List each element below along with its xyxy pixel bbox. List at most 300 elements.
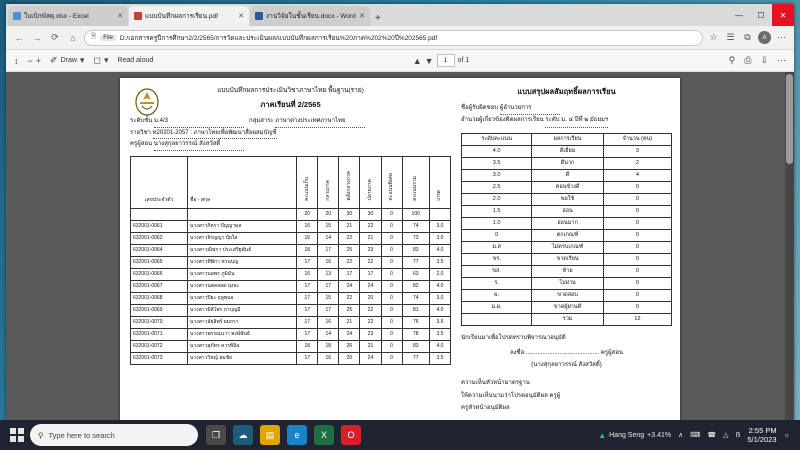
clock-date: 5/1/2023 (747, 435, 777, 444)
read-aloud-button[interactable]: Read aloud (117, 57, 154, 64)
th-c5 (381, 156, 402, 208)
cell-c4: 22 (360, 256, 381, 268)
stock-ticker[interactable] (598, 431, 671, 440)
cell-c1: 17 (297, 292, 318, 304)
meta-label-2: กลุ่มสาระ (249, 118, 274, 124)
th-label: คะแนนรวม (412, 175, 419, 201)
table-row (131, 280, 451, 292)
close-icon[interactable]: ✕ (117, 13, 123, 20)
grades-table (130, 156, 451, 365)
cell-grade: 3.0 (429, 232, 450, 244)
taskbar-apps (206, 425, 361, 445)
tab-strip (6, 4, 794, 26)
cell-count: 0 (603, 217, 671, 229)
cell-c4: 23 (360, 328, 381, 340)
windows-logo-icon (10, 428, 24, 442)
th-grade (429, 156, 450, 208)
cell-total: 73 (402, 232, 429, 244)
cell-student-id: 632001-0071 (131, 328, 188, 340)
pen-icon[interactable]: ✐ (50, 55, 58, 65)
cell-grade: 4.0 (429, 340, 450, 352)
cell-student-id: 632001-0066 (131, 268, 188, 280)
note-5: ครูหัวหน้าอนุมัติผล (461, 405, 510, 412)
th-label: ปลายภาค (366, 179, 373, 201)
cell-total: 74 (402, 292, 429, 304)
note-1: ลงชื่อ ............................................ ครูผู้สอน (509, 350, 624, 357)
cell-count: 0 (603, 241, 671, 253)
task-view-icon[interactable]: ❐ (206, 425, 226, 445)
weather-icon[interactable]: ☁ (233, 425, 253, 445)
cell-score (462, 313, 532, 325)
cell-student-id: 632001-0064 (131, 244, 188, 256)
cell-meaning: ไม่ครบเกณฑ์ (532, 241, 604, 253)
grades-header-row (131, 156, 451, 208)
printer-icon[interactable]: ⎙ (744, 55, 752, 65)
cell-c4: 21 (360, 340, 381, 352)
summary-table (461, 133, 672, 326)
browser-toolbar (6, 26, 794, 50)
max-c2: 20 (318, 208, 339, 220)
meta-row-subject (130, 128, 451, 140)
cell-name: นางสาวนสดลลด บุ่งจะ (188, 280, 297, 292)
cell-c4: 23 (360, 244, 381, 256)
cell-meaning: ค่อนข้างดี (532, 181, 604, 193)
cell-grade: 3.5 (429, 256, 450, 268)
note-2: (นางสุกุลยาวรรณ์ สังสวัสดิ์) (531, 361, 602, 368)
summary-row (462, 217, 672, 229)
clock-time: 2:55 PM (748, 425, 777, 435)
cell-student-id: 632001-0072 (131, 340, 188, 352)
new-tab-button[interactable]: + (375, 13, 381, 24)
file-icon: 🗎 (91, 33, 97, 40)
cell-student-id: 632001-0061 (131, 220, 188, 232)
summary-row (462, 241, 672, 253)
page-input[interactable]: 1 (437, 54, 455, 67)
th-name (188, 156, 297, 208)
folder-icon[interactable]: ▤ (260, 425, 280, 445)
summary-panel (455, 78, 680, 420)
cell-c4: 22 (360, 304, 381, 316)
tab-pdf[interactable] (129, 6, 249, 26)
max-c4: 30 (360, 208, 381, 220)
max-c3: 30 (339, 208, 360, 220)
meta-row-teacher (130, 139, 451, 151)
cell-c1: 16 (297, 232, 318, 244)
cell-name: นางสาวนลพร ภูมิมั่น (188, 268, 297, 280)
search-placeholder: Type here to search (48, 430, 115, 440)
th-count: จำนวน (คน) (603, 133, 671, 145)
cell-meaning: ดี (532, 169, 604, 181)
zoom-out-icon[interactable]: − (27, 55, 33, 66)
minimize-button[interactable]: — (735, 10, 743, 20)
max-grade (429, 208, 450, 220)
cell-grade: 4.0 (429, 280, 450, 292)
network-icon[interactable]: △ (723, 432, 729, 439)
table-row (131, 316, 451, 328)
maximize-button[interactable]: ☐ (757, 10, 765, 20)
cell-name: นางสาวมิลิไพร ภาบุญมี (188, 304, 297, 316)
cell-student-id: 632001-0067 (131, 280, 188, 292)
note-3: ความเห็นหัวหน้ามาตรฐาน (461, 380, 530, 387)
start-button[interactable] (4, 428, 30, 442)
cell-total: 77 (402, 256, 429, 268)
cell-total: 78 (402, 328, 429, 340)
meta-value: ม.4/3 (154, 116, 244, 128)
cell-meaning: ตกเกณฑ์ (532, 229, 604, 241)
cell-score: ม.ผ. (462, 301, 532, 313)
max-c5: 0 (381, 208, 402, 220)
cell-c3: 20 (339, 352, 360, 364)
cell-score: ขส. (462, 265, 532, 277)
chevron-down-icon[interactable]: ▾ (79, 55, 85, 65)
cell-c1: 17 (297, 316, 318, 328)
cell-grade: 3.5 (429, 316, 450, 328)
edge-icon[interactable]: e (287, 425, 307, 445)
cell-score: 2.0 (462, 193, 532, 205)
cell-score: 1.0 (462, 217, 532, 229)
excel-icon (13, 12, 21, 20)
summary-row (462, 169, 672, 181)
summary-table-body (462, 145, 672, 325)
cell-count: 0 (603, 253, 671, 265)
cell-c5: 0 (381, 244, 402, 256)
th-total (402, 156, 429, 208)
page-down-icon[interactable]: ▼ (424, 55, 434, 66)
meta-label-3: รายวิชา (130, 129, 151, 136)
cell-c2: 18 (318, 340, 339, 352)
cell-c3: 26 (339, 340, 360, 352)
cell-c4: 20 (360, 292, 381, 304)
address-bar[interactable] (84, 30, 703, 46)
opera-icon[interactable]: O (341, 425, 361, 445)
cell-c4: 22 (360, 220, 381, 232)
pdf-viewer[interactable] (6, 72, 794, 420)
fit-page-icon[interactable]: ↕ (14, 55, 19, 66)
header-line-2: ภาคเรียนที่ 2/2565 (260, 99, 321, 109)
summary-row (462, 301, 672, 313)
summary-row (462, 205, 672, 217)
th-label: คะแนนเก็บ (303, 176, 310, 201)
th-label: ชื่อ - สกุล (190, 196, 211, 203)
cell-c2: 13 (318, 268, 339, 280)
th-label: เลขประจำตัว (144, 196, 174, 203)
grades-table-body (131, 220, 451, 364)
taskbar (0, 420, 800, 450)
forward-icon[interactable]: → (32, 32, 42, 43)
cell-name: นางสาวทิพิกา ชวนบุญ (188, 256, 297, 268)
cell-c2: 14 (318, 328, 339, 340)
table-row (131, 232, 451, 244)
cell-student-id: 632001-0069 (131, 304, 188, 316)
pdf-toolbar (6, 50, 794, 72)
cell-c3: 22 (339, 256, 360, 268)
cell-c1: 17 (297, 352, 318, 364)
cell-count: 12 (603, 313, 671, 325)
cell-count: 0 (603, 205, 671, 217)
cell-count: 0 (603, 229, 671, 241)
cell-student-id: 632001-0062 (131, 232, 188, 244)
cell-meaning: ดีเยี่ยม (532, 145, 604, 157)
document-header (130, 86, 451, 110)
cell-name: นางสาวสุภัทร ควรพินิจ (188, 340, 297, 352)
table-row (131, 292, 451, 304)
cell-meaning: ไม่ผ่าน (532, 277, 604, 289)
cell-c1: 16 (297, 220, 318, 232)
summary-row (462, 277, 672, 289)
approval-notes (461, 377, 672, 415)
cell-total: 81 (402, 304, 429, 316)
summary-row (462, 289, 672, 301)
meta-value-3: ท20201-2057 : ภาษาไทยเพื่อพัฒนาสื่อผสมบัญชี (153, 128, 277, 140)
school-emblem-icon (134, 88, 160, 118)
max-blank-1 (131, 208, 188, 220)
table-row (131, 220, 451, 232)
search-input[interactable] (30, 424, 198, 446)
cell-name: นางสาววิชญ์ สมชัย (188, 352, 297, 364)
close-icon[interactable]: ✕ (238, 13, 244, 20)
cell-c3: 24 (339, 280, 360, 292)
browser-window (6, 4, 794, 420)
cell-c4: 24 (360, 280, 381, 292)
cell-c1: 18 (297, 340, 318, 352)
cell-c2: 16 (318, 316, 339, 328)
cell-score: 3.5 (462, 157, 532, 169)
th-meaning: ผลการเรียน (532, 133, 604, 145)
cell-meaning: ขาดเรียน (532, 253, 604, 265)
erase-group[interactable] (93, 55, 108, 66)
cell-c3: 17 (339, 268, 360, 280)
zoom-group (28, 56, 42, 66)
grades-table-head (131, 156, 451, 220)
cell-count: 0 (603, 181, 671, 193)
cell-grade: 3.5 (429, 328, 450, 340)
cell-c4: 21 (360, 232, 381, 244)
search-icon: ⚲ (38, 430, 44, 440)
summary-label-2: อำนวยผู้เกี่ยวข้องติดผลการเรียน (461, 117, 544, 124)
cell-c1: 17 (297, 328, 318, 340)
home-icon[interactable]: ⌂ (70, 32, 76, 43)
grade-sheet (120, 78, 455, 420)
cell-total: 83 (402, 340, 429, 352)
cell-meaning: ดีมาก (532, 157, 604, 169)
summary-row (462, 157, 672, 169)
page-up-icon[interactable]: ▲ (412, 55, 422, 66)
cell-c2: 16 (318, 352, 339, 364)
header-line-1: แบบบันทึกผลการประเมินวิชาภาษาไทย พื้นฐาน(ราย) (217, 87, 364, 94)
summary-row (462, 253, 672, 265)
cell-name: นางสาวพรรณนวา พงษ์พันธ์ (188, 328, 297, 340)
stock-change: +3.41% (647, 431, 672, 439)
cell-c5: 0 (381, 292, 402, 304)
cell-c5: 0 (381, 304, 402, 316)
chevron-down-icon[interactable]: ▾ (103, 55, 109, 65)
th-label: คะแนนพิเศษ (388, 172, 395, 201)
stock-name: Hang Seng (609, 431, 645, 439)
search-icon[interactable]: ⚲ (728, 55, 736, 65)
cell-meaning: รวม (532, 313, 604, 325)
th-c1 (297, 156, 318, 208)
cell-c3: 22 (339, 232, 360, 244)
avatar[interactable]: A (758, 31, 771, 44)
cell-c1: 17 (297, 304, 318, 316)
eraser-icon[interactable]: ◻ (93, 55, 101, 65)
zoom-in-icon[interactable]: + (35, 55, 42, 66)
cell-c4: 22 (360, 316, 381, 328)
cell-c2: 17 (318, 244, 339, 256)
th-c2 (318, 156, 339, 208)
cell-grade: 3.5 (429, 352, 450, 364)
table-row (131, 328, 451, 340)
cell-score: ขร. (462, 253, 532, 265)
table-row (131, 244, 451, 256)
th-label: กลางภาค (324, 179, 331, 201)
draw-group[interactable] (50, 55, 84, 66)
cell-c2: 14 (318, 232, 339, 244)
cell-meaning: ขาดผู้ผ่านดี (532, 301, 604, 313)
save-icon[interactable]: ⇩ (760, 55, 768, 65)
meta-value-4: นางสุกุลยาวรรณ์ สังสวัสดิ์ (154, 139, 244, 151)
favorite-star-icon[interactable]: ☆ (709, 32, 718, 42)
window-controls (728, 4, 794, 26)
cell-c5: 0 (381, 316, 402, 328)
page-count-label: of 1 (457, 57, 470, 64)
cell-total: 76 (402, 316, 429, 328)
cell-student-id: 632001-0073 (131, 352, 188, 364)
cell-total: 77 (402, 352, 429, 364)
max-blank-2 (188, 208, 297, 220)
note-4: ให้ความเห็นนามว่าโปรดอนุมัติผล ครูผู้ (461, 392, 561, 399)
cell-c2: 15 (318, 220, 339, 232)
cell-count: 0 (603, 277, 671, 289)
more-icon[interactable]: ⋯ (777, 32, 786, 42)
meta-label: ระดับชั้น (130, 118, 153, 124)
cell-student-id: 632001-0068 (131, 292, 188, 304)
cell-score: ม.ส (462, 241, 532, 253)
cell-c5: 0 (381, 220, 402, 232)
excel-icon[interactable]: X (314, 425, 334, 445)
cell-c5: 0 (381, 256, 402, 268)
draw-label: Draw (60, 57, 77, 64)
vertical-scrollbar[interactable] (785, 72, 794, 420)
cell-c5: 0 (381, 352, 402, 364)
summary-row (462, 193, 672, 205)
cell-total: 63 (402, 268, 429, 280)
summary-line-1 (461, 103, 672, 115)
word-icon (255, 12, 263, 20)
cell-name: นางสาวณิชกา ประเสริฐพันธ์ (188, 244, 297, 256)
close-button[interactable]: ✕ (772, 4, 794, 26)
volume-icon[interactable]: ☎ (707, 432, 717, 439)
battery-icon[interactable]: ẞ (735, 431, 741, 439)
refresh-icon[interactable]: ⟳ (51, 32, 59, 42)
summary-header-row (462, 133, 672, 145)
cell-c3: 22 (339, 292, 360, 304)
cell-name: นางสาวปิยะ ฤดูพนจ (188, 292, 297, 304)
summary-notes (461, 332, 672, 345)
cell-c3: 21 (339, 316, 360, 328)
cell-c1: 18 (297, 244, 318, 256)
cell-c3: 25 (339, 244, 360, 256)
summary-title: แบบสรุปผลสัมฤทธิ์ผลการเรียน (517, 87, 616, 96)
url-text: D:/เอกสารครูปีการศึกษา2/2/2565/การวัดและประเมินผล/แบบบันทึกผลการเรียน%20ภาค%202%20ปี%202565.pdf (119, 34, 438, 42)
language-icon[interactable]: ⌨ (690, 432, 701, 439)
cell-count: 0 (603, 301, 671, 313)
table-row (131, 268, 451, 280)
tab-label: แบบบันทึกผลการเรียน.pdf (145, 13, 218, 20)
cell-grade: 4.0 (429, 244, 450, 256)
th-c4 (360, 156, 381, 208)
more-icon[interactable]: ⋯ (777, 55, 786, 65)
cell-meaning: ท้าย (532, 265, 604, 277)
meta-label-4: ครูผู้สอน (130, 141, 153, 147)
tab-label: ใบเบิกพัสดุ.xlsx - Excel (24, 13, 89, 20)
summary-row (462, 145, 672, 157)
cell-c4: 24 (360, 352, 381, 364)
summary-row (462, 181, 672, 193)
cell-meaning: อ่อนมาก (532, 217, 604, 229)
summary-table-head (462, 133, 672, 145)
tab-excel[interactable] (8, 6, 128, 26)
cell-count: 0 (603, 265, 671, 277)
cell-meaning: พอใช้ (532, 193, 604, 205)
back-icon[interactable]: ← (14, 32, 24, 43)
cell-score: 2.5 (462, 181, 532, 193)
cell-total: 82 (402, 280, 429, 292)
cell-meaning: อ่อน (532, 205, 604, 217)
table-row (131, 352, 451, 364)
tray-expand-icon[interactable]: ∧ (678, 432, 684, 439)
summary-line-2 (461, 115, 672, 127)
table-row (131, 256, 451, 268)
table-row (131, 340, 451, 352)
notification-icon[interactable]: ☼ (783, 431, 790, 439)
summary-lines (461, 103, 672, 128)
cell-score: 3.0 (462, 169, 532, 181)
pdf-icon (134, 12, 142, 20)
clock[interactable] (747, 426, 776, 445)
summary-value-1: ผู้อำนวยการ (500, 103, 560, 115)
max-total: 100 (402, 208, 429, 220)
cell-student-id: 632001-0070 (131, 316, 188, 328)
cell-c1: 17 (297, 256, 318, 268)
cell-name: นางสาวลัยลิพร์ ผมกรา (188, 316, 297, 328)
collections-icon[interactable]: ☰ (726, 32, 735, 42)
cell-total: 74 (402, 220, 429, 232)
summary-row (462, 229, 672, 241)
meta-row-grade (130, 116, 451, 128)
tab-word[interactable] (250, 6, 370, 26)
cell-count: 3 (603, 145, 671, 157)
cell-meaning: ขาดสอบ (532, 289, 604, 301)
scrollbar-thumb[interactable] (786, 74, 793, 164)
cell-c5: 0 (381, 280, 402, 292)
cell-score: 0 (462, 229, 532, 241)
cell-count: 4 (603, 169, 671, 181)
th-student-id (131, 156, 188, 208)
table-row (131, 304, 451, 316)
cell-total: 83 (402, 244, 429, 256)
cell-count: 0 (603, 289, 671, 301)
cell-grade: 2.0 (429, 268, 450, 280)
extensions-icon[interactable]: ⧉ (744, 32, 751, 42)
cell-c2: 15 (318, 292, 339, 304)
file-label: File (100, 35, 116, 41)
cell-c2: 17 (318, 280, 339, 292)
note-0: นักเรียนมาเพื่อโปรดทราบพิจารณาอนุมัติ (461, 334, 566, 341)
close-icon[interactable]: ✕ (359, 13, 365, 20)
signature-block (461, 348, 672, 371)
cell-score: 4.0 (462, 145, 532, 157)
